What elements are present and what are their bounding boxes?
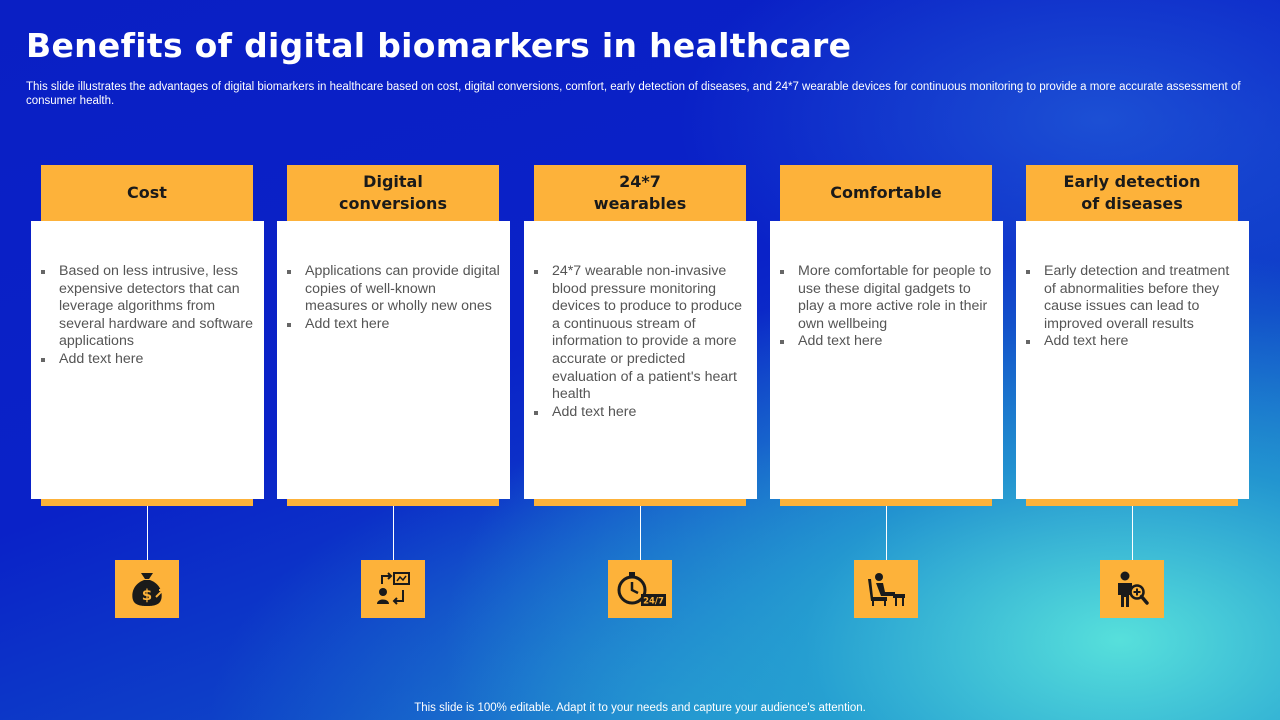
bullet-list <box>524 221 757 421</box>
bullet-item: More comfortable for people to use these digital gadgets to play a more active role in their own wellbeing <box>798 263 995 333</box>
benefit-card <box>770 221 1003 499</box>
connector-line <box>640 506 641 560</box>
benefit-column-wearables <box>524 165 757 625</box>
benefit-card <box>277 221 510 499</box>
bullet-item: Add text here <box>305 316 502 334</box>
digital-conversion-icon <box>361 560 425 618</box>
bullet-item: Based on less intrusive, less expensive detectors that can leverage algorithms from several hardware and software applications <box>59 263 256 351</box>
money-bag-icon <box>115 560 179 618</box>
connector-line <box>1132 506 1133 560</box>
column-heading: Digital conversions <box>287 165 499 221</box>
bullet-item: Add text here <box>59 351 256 369</box>
column-heading: Cost <box>41 165 253 221</box>
connector-line <box>147 506 148 560</box>
armchair-person-icon <box>854 560 918 618</box>
bullet-item: 24*7 wearable non-invasive blood pressure monitoring devices to produce to produce a continuous stream of information to provide a more accurate or predicted evaluation of a patient's heart health <box>552 263 749 404</box>
bullet-item: Early detection and treatment of abnormalities before they cause issues can lead to improved overall results <box>1044 263 1241 333</box>
connector-line <box>886 506 887 560</box>
connector-line <box>393 506 394 560</box>
slide-title: Benefits of digital biomarkers in healthcare <box>26 26 852 65</box>
bullet-list <box>31 221 264 369</box>
slide-subtitle: This slide illustrates the advantages of digital biomarkers in healthcare based on cost, digital conversions, comfort, early detection of diseases, and 24*7 wearable devices for continuous monitoring to provide a more accurate assessment of consumer health. <box>26 81 1241 107</box>
bullet-item: Add text here <box>1044 333 1241 351</box>
benefit-column-comfortable <box>770 165 1003 625</box>
bullet-item: Add text here <box>552 404 749 422</box>
patient-checkup-icon <box>1100 560 1164 618</box>
benefit-column-early-detection <box>1016 165 1249 625</box>
stopwatch-label: 24/7 <box>643 596 664 607</box>
bullet-item: Add text here <box>798 333 995 351</box>
bullet-list <box>277 221 510 333</box>
benefit-card <box>524 221 757 499</box>
benefit-card <box>31 221 264 499</box>
column-heading: Comfortable <box>780 165 992 221</box>
benefit-column-cost <box>31 165 264 625</box>
column-heading: Early detection of diseases <box>1026 165 1238 221</box>
benefit-column-digital-conversions <box>277 165 510 625</box>
column-heading: 24*7 wearables <box>534 165 746 221</box>
bullet-list <box>1016 221 1249 351</box>
svg-text:$: $ <box>141 586 153 604</box>
bullet-item: Applications can provide digital copies of well-known measures or wholly new ones <box>305 263 502 316</box>
stopwatch-24-7-icon <box>608 560 672 618</box>
slide-footer: This slide is 100% editable. Adapt it to your needs and capture your audience's attention. <box>414 702 866 714</box>
bullet-list <box>770 221 1003 351</box>
benefit-card <box>1016 221 1249 499</box>
